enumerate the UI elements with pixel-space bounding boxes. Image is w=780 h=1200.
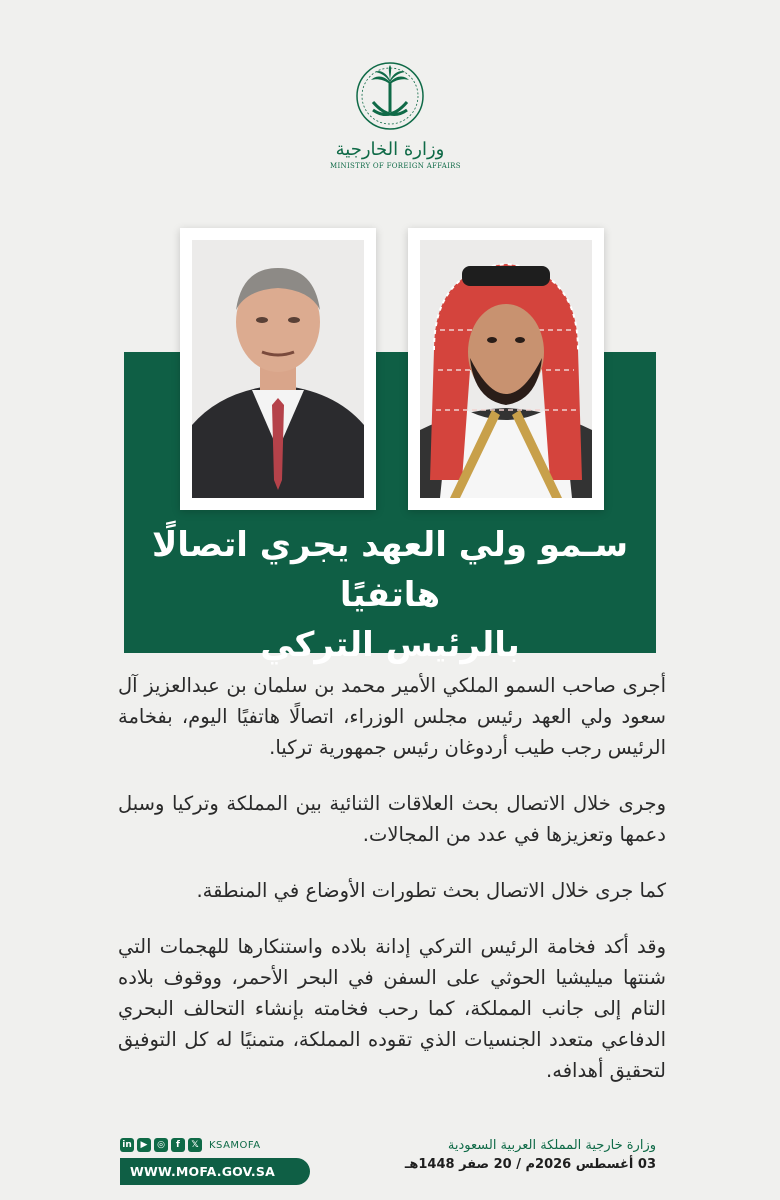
website-link[interactable]: WWW.MOFA.GOV.SA bbox=[120, 1158, 310, 1185]
headline bbox=[124, 520, 656, 670]
palm-swords-emblem-icon bbox=[355, 60, 425, 138]
youtube-icon[interactable]: ▶ bbox=[137, 1138, 151, 1152]
headline-line-2: بالرئيس التركي bbox=[260, 625, 520, 665]
linkedin-icon[interactable]: in bbox=[120, 1138, 134, 1152]
footer-signature bbox=[405, 1137, 656, 1175]
instagram-icon[interactable]: ◎ bbox=[154, 1138, 168, 1152]
article-body bbox=[118, 670, 666, 1111]
headline-line-1: سـمو ولي العهد يجري اتصالًا هاتفيًا bbox=[151, 525, 629, 615]
portrait-photo-left bbox=[192, 240, 364, 498]
social-handle: KSAMOFA bbox=[209, 1139, 261, 1151]
body-paragraph-1: أجرى صاحب السمو الملكي الأمير محمد بن سلمان بن عبدالعزيز آل سعود ولي العهد رئيس مجلس الوزراء، اتصالًا هاتفيًا اليوم، بفخامة الرئيس رجب طيب أردوغان رئيس جمهورية تركيا. bbox=[118, 674, 666, 759]
publication-date: 03 أغسطس 2026م / 20 صفر 1448هـ bbox=[404, 1157, 656, 1172]
footer-social bbox=[120, 1135, 310, 1185]
ministry-signature: وزارة خارجية المملكة العربية السعودية bbox=[447, 1138, 656, 1153]
photo-frame-left bbox=[180, 228, 376, 510]
ministry-arabic-name: وزارة الخارجية bbox=[335, 139, 445, 160]
ministry-english-name: MINISTRY OF FOREIGN AFFAIRS bbox=[330, 162, 461, 170]
x-twitter-icon[interactable]: 𝕏 bbox=[188, 1138, 202, 1152]
body-paragraph-2: وجرى خلال الاتصال بحث العلاقات الثنائية بين المملكة وتركيا وسبل دعمها وتعزيزها في عدد من المجالات. bbox=[118, 792, 666, 846]
body-paragraph-4: وقد أكد فخامة الرئيس التركي إدانة بلاده واستنكارها للهجمات التي شنتها ميليشيا الحوثي على السفن في البحر الأحمر، ووقوف بلاده التام إلى جانب المملكة، كما رحب فخامته بإنشاء التحالف البحري الدفاعي متعدد الجنسيات الذي تقوده المملكة، متمنيًا له كل التوفيق لتحقيق أهدافه. bbox=[118, 935, 666, 1082]
social-links-row bbox=[120, 1135, 310, 1155]
body-paragraph-3: كما جرى خلال الاتصال بحث تطورات الأوضاع في المنطقة. bbox=[196, 879, 666, 902]
ministry-logo bbox=[330, 60, 461, 180]
photo-frame-right bbox=[408, 228, 604, 510]
facebook-icon[interactable]: f bbox=[171, 1138, 185, 1152]
portrait-photo-right bbox=[420, 240, 592, 498]
